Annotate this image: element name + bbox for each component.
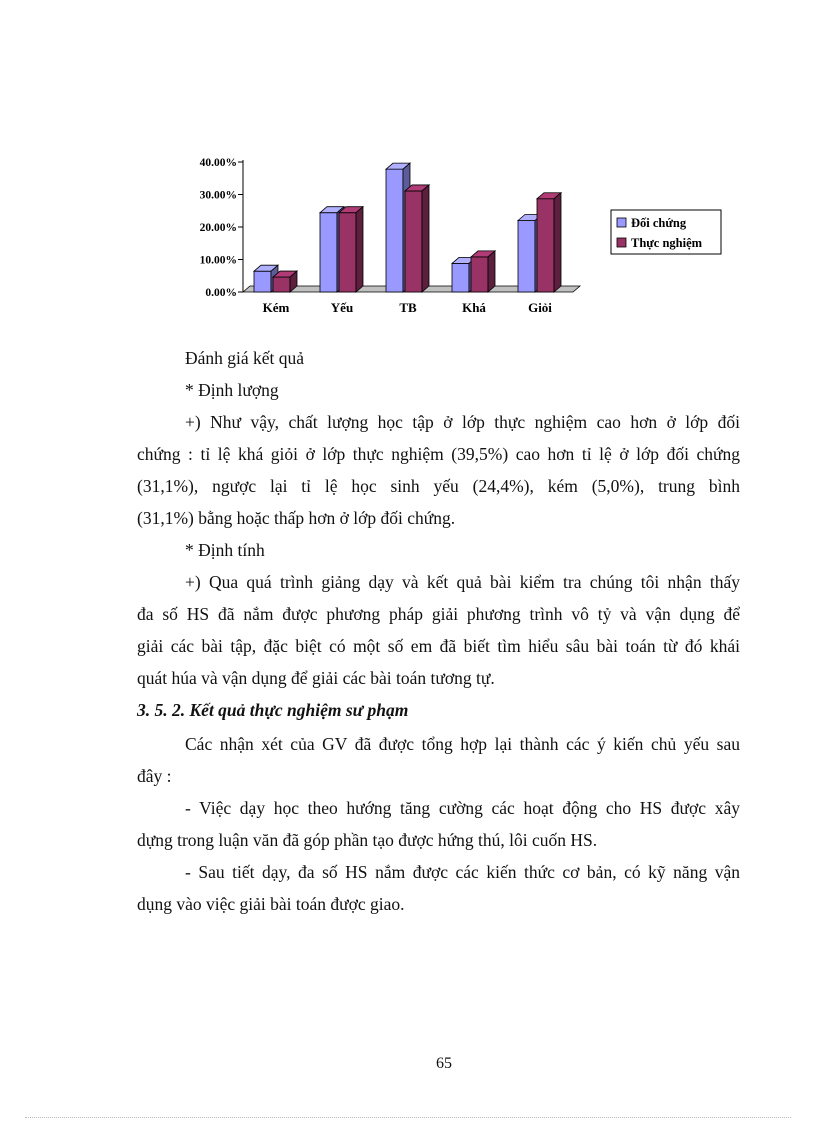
paragraph-line: Các nhận xét của GV đã được tổng hợp lại thành các ý kiến chủ yếu sau	[185, 734, 740, 754]
bar-front	[339, 213, 356, 292]
legend-swatch	[617, 238, 626, 247]
bar-side	[356, 207, 363, 292]
paragraph-line: đa số HS đã nắm được phương pháp giải phương trình vô tỷ và vận dụng để	[137, 604, 740, 624]
paragraph-line: dụng vào việc giải bài toán được giao.	[137, 894, 405, 914]
bar-front	[254, 271, 271, 292]
paragraph-line: quát húa và vận dụng để giải các bài toán tương tự.	[137, 668, 495, 688]
paragraph-line: dựng trong luận văn đã góp phần tạo được hứng thú, lôi cuốn HS.	[137, 830, 598, 850]
x-tick-label: Kém	[262, 300, 290, 315]
quantitative-heading: * Định lượng	[185, 380, 279, 400]
bar-thuc-nghiem	[273, 271, 297, 292]
legend-swatch	[617, 218, 626, 227]
bar-front	[273, 277, 290, 292]
bar-front	[386, 169, 403, 292]
bar-thuc-nghiem	[405, 185, 429, 292]
legend-label: Thực nghiệm	[631, 236, 703, 250]
evaluation-heading: Đánh giá kết quả	[185, 348, 305, 368]
bar-side	[554, 193, 561, 292]
bar-front	[518, 221, 535, 293]
page-number: 65	[436, 1055, 452, 1072]
bar-side	[488, 251, 495, 292]
y-tick-label: 20.00%	[199, 222, 237, 234]
x-tick-label: Khá	[462, 300, 486, 315]
paragraph-line: đây :	[137, 766, 172, 786]
bar-side	[422, 185, 429, 292]
y-tick-label: 0.00%	[205, 287, 237, 299]
y-tick-label: 10.00%	[199, 254, 237, 267]
bar-chart	[175, 148, 735, 328]
paragraph-line: giải các bài tập, đặc biệt có một số em đã biết tìm hiểu sâu bài toán từ đó khái	[137, 636, 740, 656]
bar-front	[452, 263, 469, 292]
x-tick-label: TB	[399, 300, 417, 315]
bar-thuc-nghiem	[471, 251, 495, 292]
x-tick-label: Yếu	[330, 300, 354, 315]
paragraph-line: +) Như vậy, chất lượng học tập ở lớp thực nghiệm cao hơn ở lớp đối	[185, 412, 740, 432]
paragraph-line: (31,1%) bằng hoặc thấp hơn ở lớp đối chứng.	[137, 508, 456, 528]
paragraph-line: - Việc dạy học theo hướng tăng cường các hoạt động cho HS được xây	[185, 798, 740, 818]
paragraph-line: (31,1%), ngược lại tỉ lệ học sinh yếu (24,4%), kém (5,0%), trung bình	[137, 476, 740, 496]
y-tick-label: 40.00%	[199, 157, 237, 169]
paragraph-line: +) Qua quá trình giảng dạy và kết quả bài kiểm tra chúng tôi nhận thấy	[185, 572, 740, 592]
legend-label: Đối chứng	[631, 216, 687, 230]
page-bottom-divider	[25, 1117, 791, 1118]
bar-thuc-nghiem	[339, 207, 363, 292]
y-tick-label: 30.00%	[199, 189, 237, 202]
x-tick-label: Giỏi	[528, 300, 552, 315]
bar-front	[471, 257, 488, 292]
bar-front	[320, 213, 337, 292]
paragraph-line: - Sau tiết dạy, đa số HS nắm được các kiến thức cơ bản, có kỹ năng vận	[185, 862, 740, 882]
bar-front	[405, 191, 422, 292]
bar-front	[537, 199, 554, 292]
bar-thuc-nghiem	[537, 193, 561, 292]
paragraph-line: chứng : tỉ lệ khá giỏi ở lớp thực nghiệm (39,5%) cao hơn tỉ lệ ở lớp đối chứng	[137, 444, 740, 464]
qualitative-heading: * Định tính	[185, 540, 265, 560]
section-heading: 3. 5. 2. Kết quả thực nghiệm sư phạm	[137, 700, 409, 720]
